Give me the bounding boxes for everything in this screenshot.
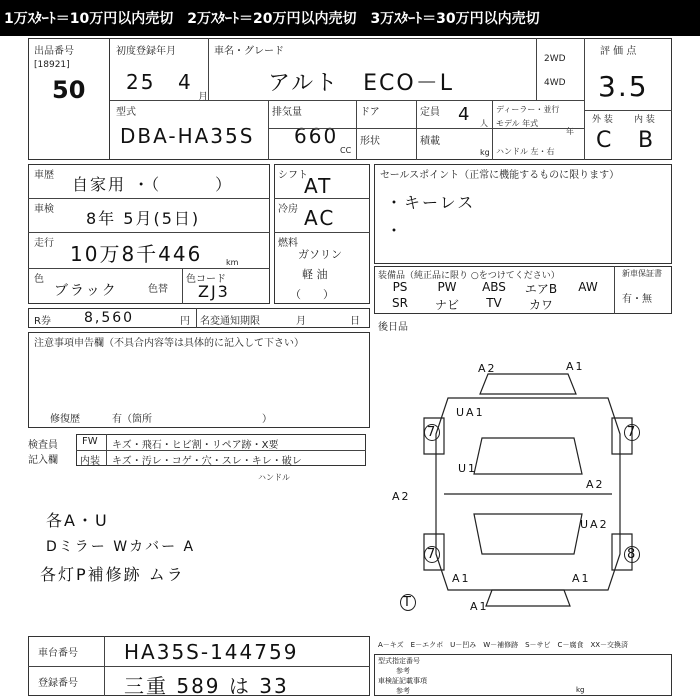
repair-label: 修復歴: [50, 414, 80, 425]
recycle-value: 8,560: [84, 310, 135, 326]
selling-point-2: ・: [386, 221, 405, 240]
cert-l3: 車検証記載事項: [378, 677, 427, 685]
notes-label: 注意事項申告欄（不具合内容等は具体的に記入して下さい）: [34, 338, 304, 349]
chassis-label: 車台番号: [38, 648, 78, 659]
plate-value: 三重 589 は 33: [124, 674, 289, 698]
warranty-value: 有・無: [622, 294, 652, 305]
equipment-item: TV: [486, 296, 502, 310]
later-docs2-label: 後日品: [378, 322, 408, 333]
listing-number: 50: [52, 76, 86, 104]
history-label: 車歴: [34, 170, 54, 181]
inspector-note: ハンドル: [258, 473, 290, 482]
displacement-unit: CC: [340, 146, 352, 155]
cert-l2: 参考: [396, 667, 410, 675]
equipment-item: エアB: [524, 282, 558, 296]
equipment-grid: [378, 280, 612, 312]
remark-3: 各灯P補修跡 ムラ: [40, 565, 185, 584]
capacity-label: 定員: [420, 107, 440, 118]
mark-a2-left: A2: [392, 490, 411, 503]
capacity-unit: 人: [480, 119, 488, 128]
grade-ext-label: 外 装: [592, 115, 613, 125]
listing-code: [18921]: [34, 60, 70, 70]
grade-value: 3.5: [598, 70, 649, 103]
inspection-value: 8年 5月(5日): [86, 209, 201, 228]
mark-7-rear-left: 7: [424, 546, 440, 563]
doors-label: ドア: [360, 107, 380, 118]
car-name-value: アルト ECO－L: [268, 71, 454, 96]
drive-2wd: 2WD: [544, 54, 566, 64]
selling-point-1: ・キーレス: [386, 193, 476, 212]
shift-value: AT: [304, 174, 333, 198]
displacement-label: 排気量: [272, 107, 302, 118]
model-year-label: モデル 年式: [496, 119, 539, 128]
shape-label: 形状: [360, 136, 380, 147]
cert-l5: kg: [576, 686, 585, 694]
mark-a2-right: A2: [586, 478, 605, 491]
color-code-label: 色コード: [186, 274, 226, 285]
load-label: 積載: [420, 136, 440, 147]
mark-u1: U1: [458, 462, 478, 475]
model-year-unit: 年: [566, 127, 574, 136]
equipment-item: ABS: [482, 280, 506, 294]
recycle-row: [28, 308, 370, 328]
equipment-item: PS: [392, 280, 408, 294]
remark-2: Dミラー Wカバー A: [46, 539, 196, 555]
equipment-label: 装備品（純正品に限り ○をつけてください）: [378, 271, 560, 281]
recycle-label: R券: [34, 316, 51, 327]
equipment-item: SR: [392, 296, 408, 310]
dealer-label: ディーラー・並行: [496, 105, 560, 114]
mark-a1-bottom: A1: [470, 600, 489, 613]
inspector-int-label: 内装: [80, 456, 100, 467]
load-unit: kg: [480, 148, 490, 157]
inspection-label: 車検: [34, 204, 54, 215]
equipment-item: カワ: [528, 298, 553, 312]
displacement-value: 660: [294, 124, 339, 148]
mark-a1-rear-left: A1: [452, 572, 471, 585]
mark-a2-top: A2: [478, 362, 497, 375]
mark-t: T: [400, 594, 416, 611]
inspector-fw-text: キズ・飛石・ヒビ割・リペア跡・X要: [112, 440, 279, 451]
color-value: ブラック: [54, 283, 118, 299]
mark-a1-top: A1: [566, 360, 585, 373]
fuel-alt: 軽 油: [302, 268, 328, 281]
equipment-item: AW: [578, 280, 598, 294]
equipment-item: PW: [437, 280, 457, 294]
color-label: 色: [34, 274, 44, 285]
header-banner: [0, 0, 700, 36]
color-change-label: 色替: [148, 284, 168, 295]
fuel-value: ガソリン: [298, 248, 342, 261]
model-label: 型式: [116, 107, 136, 118]
grade-int: B: [638, 128, 656, 153]
car-damage-diagram: [384, 354, 672, 618]
inspector-int-text: キズ・汚レ・コゲ・穴・スレ・キレ・破レ: [112, 456, 302, 467]
later-docs-month: 月: [296, 316, 306, 327]
mileage-unit: km: [226, 258, 239, 267]
cert-l1: 型式指定番号: [378, 657, 420, 665]
remark-1: 各A・U: [46, 511, 109, 530]
inspector-label: 検査員 記入欄: [28, 440, 58, 466]
mark-7-left: 7: [424, 424, 440, 441]
shift-label: シフト: [278, 170, 308, 181]
warranty-label: 新車保証書: [622, 269, 662, 278]
cooling-value: AC: [304, 206, 336, 230]
capacity-value: 4: [458, 104, 472, 125]
registration-month-unit: 月: [198, 92, 208, 103]
model-value: DBA-HA35S: [120, 124, 255, 148]
color-code: ZJ3: [198, 282, 230, 301]
grade-int-label: 内 装: [634, 115, 655, 125]
history-value: 自家用 ・（ ）: [72, 175, 234, 194]
cert-l4: 参考: [396, 687, 410, 695]
registration-month: 4: [178, 70, 193, 94]
damage-legend: A－キズ E－エクボ U－凹み W－補修跡 S－サビ C－腐食 XX－交換済: [378, 641, 629, 649]
car-name-label: 車名・グレード: [214, 46, 284, 57]
fuel-label: 燃料: [278, 238, 298, 249]
mark-ua1: UA1: [456, 406, 485, 419]
equipment-item: ナビ: [434, 298, 459, 312]
cooling-label: 冷房: [278, 204, 298, 215]
plate-label: 登録番号: [38, 678, 78, 689]
registration-label: 初度登録年月: [116, 46, 176, 57]
handle-label: ハンドル 左・右: [496, 147, 555, 156]
mark-8-rear-right: 8: [624, 546, 640, 563]
selling-points-label: セールスポイント（正常に機能するものに限ります）: [380, 170, 620, 181]
fuel-paren: （ ）: [290, 288, 334, 301]
grade-label: 評 価 点: [600, 46, 637, 57]
mark-ua2: UA2: [580, 518, 609, 531]
chassis-value: HA35S-144759: [124, 640, 299, 664]
mark-7-right: 7: [624, 424, 640, 441]
later-docs-label: 名変通知期限: [200, 316, 260, 327]
later-docs-day: 日: [350, 316, 360, 327]
mileage-value: 10万8千446: [70, 242, 203, 266]
inspector-fw-label: FW: [82, 436, 98, 447]
drive-4wd: 4WD: [544, 78, 566, 88]
registration-year: 25: [126, 70, 156, 94]
banner-text: 1万ｽﾀｰﾄ＝10万円以内売切 2万ｽﾀｰﾄ＝20万円以内売切 3万ｽﾀｰﾄ＝30万円以内売切: [4, 11, 540, 27]
mark-a1-rear-right: A1: [572, 572, 591, 585]
mileage-label: 走行: [34, 238, 54, 249]
recycle-unit: 円: [180, 316, 190, 327]
repair-value: 有（箇所 ）: [112, 414, 272, 425]
grade-ext: C: [596, 128, 614, 153]
listing-label: 出品番号: [34, 46, 74, 57]
